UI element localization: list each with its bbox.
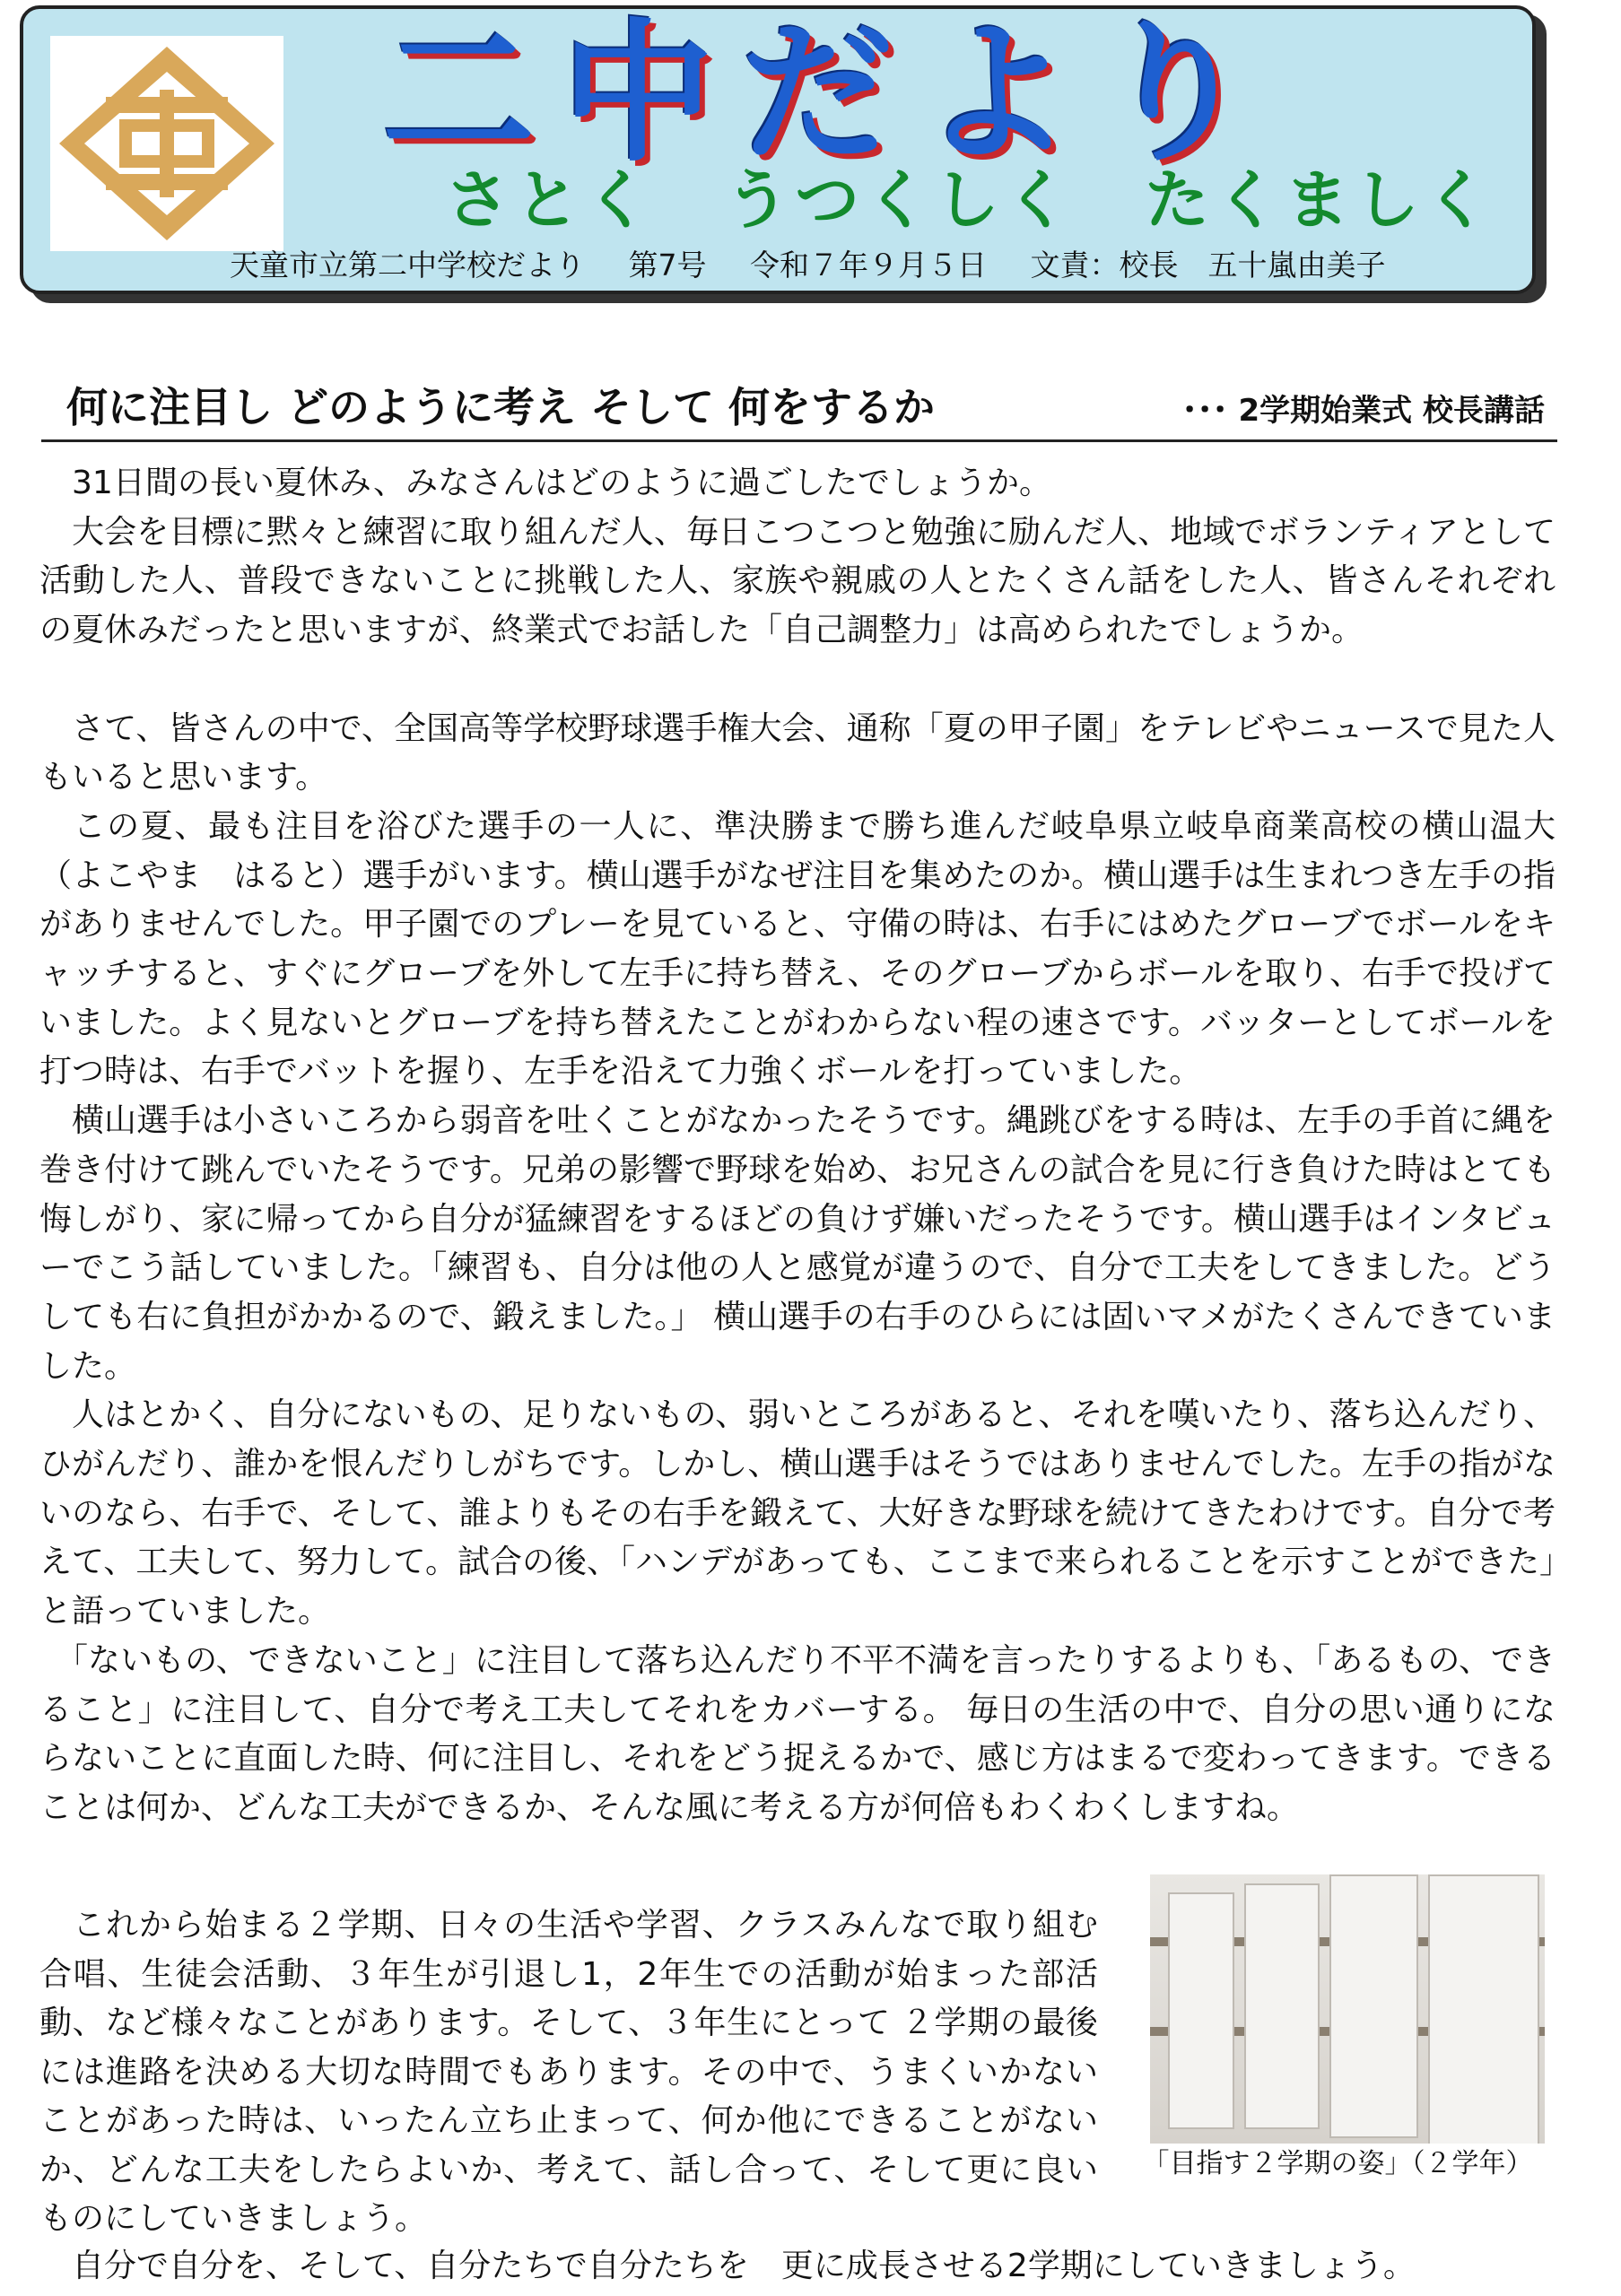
school-emblem-logo <box>50 36 283 251</box>
paragraph: 大会を目標に黙々と練習に取り組んだ人、毎日こつこつと勉強に励んだ人、地域でボランティアとして活動した人、普段できないことに挑戦した人、家族や親戚の人とたくさん話をした人、皆さんそれぞれの夏休みだったと思いますが、終業式でお話した「自己調整力」は高められたでしょうか。 <box>39 513 1556 649</box>
author: 文責：校長 五十嵐由美子 <box>1030 248 1386 283</box>
paragraph: これから始まる２学期、日々の生活や学習、クラスみんなで取り組む合唱、生徒会活動、３年生が引退し1，2年生での活動が始まった部活動、など様々なことがあります。そして、３年生にとって ２学期の最後には進路を決める大切な時間でもあります。その中で、うまくいかないことがあった時は、いったん立ち止まって、何か他にできることがないか、どんな工夫をしたらよいか、考えて、話し合って、そして更に良いものにしていきましょう。 <box>39 1907 1098 2237</box>
paragraph-gap <box>39 656 1556 705</box>
article-heading <box>41 375 1557 442</box>
classroom-wall-photo <box>1150 1874 1545 2144</box>
article-body-closing <box>39 1901 1098 2244</box>
photo-caption: 「目指す２学期の姿」（２学年） <box>1142 2148 1533 2179</box>
newsletter-header <box>20 5 1536 294</box>
article-body <box>39 459 1556 1833</box>
publication-name: 天童市立第二中学校だより <box>230 248 585 283</box>
paragraph: さて、皆さんの中で、全国高等学校野球選手権大会、通称「夏の甲子園」をテレビやニュースで見た人もいると思います。 <box>39 709 1556 796</box>
article-title: 何に注目し どのように考え そして 何をするか <box>66 383 936 431</box>
article-subtitle: ･･･ 2学期始業式 校長講話 <box>1181 393 1545 429</box>
paragraph: 横山選手は小さいころから弱音を吐くことがなかったそうです。縄跳びをする時は、左手の手首に縄を巻き付けて跳んでいたそうです。兄弟の影響で野球を始め、お兄さんの試合を見に行き負けた時はとても悔しがり、家に帰ってから自分が猛練習をするほどの負けず嫌いだったそうです。横山選手はインタビューでこう話していました。「練習も、自分は他の人と感覚が違うので、自分で工夫をしてきました。どうしても右に負担がかかるので、鍛えました。」 横山選手の右手のひらには固いマメがたくさんできていました。 <box>39 1102 1556 1385</box>
paragraph: この夏、最も注目を浴びた選手の一人に、準決勝まで勝ち進んだ岐阜県立岐阜商業高校の横山温大（よこやま はると）選手がいます。横山選手がなぜ注目を集めたのか。横山選手は生まれつき左手の指がありませんでした。甲子園でのプレーを見ていると、守備の時は、右手にはめたグローブでボールをキャッチすると、すぐにグローブを外して左手に持ち替え、そのグローブからボールを取り、右手で投げていました。よく見ないとグローブを持ち替えたことがわからない程の速さです。バッターとしてボールを打つ時は、右手でバットを握り、左手を沿えて力強くボールを打っていました。 <box>39 807 1556 1091</box>
issue-number: 第7号 <box>628 248 707 283</box>
paragraph: 31日間の長い夏休み、みなさんはどのように過ごしたでしょうか。 <box>72 465 1051 501</box>
issue-date: 令和７年９月５日 <box>750 248 987 283</box>
issue-info <box>230 244 1521 287</box>
paragraph: 「ないもの、できないこと」に注目して落ち込んだり不平不満を言ったりするよりも、「あるもの、できること」に注目して、自分で考え工夫してそれをカバーする。 毎日の生活の中で、自分の思い通りにならないことに直面した時、何に注目し、それをどう捉えるかで、感じ方はまるで変わってきます。できることは何か、どんな工夫ができるか、そんな風に考える方が何倍もわくわくしますね。 <box>39 1641 1556 1826</box>
closing-line: 自分で自分を、そして、自分たちで自分たちを 更に成長させる2学期にしていきましょう。 <box>72 2248 1416 2284</box>
newsletter-title: 二中だより <box>382 5 1280 183</box>
paragraph: 人はとかく、自分にないもの、足りないもの、弱いところがあると、それを嘆いたり、落ち込んだり、ひがんだり、誰かを恨んだりしがちです。しかし、横山選手はそうではありませんでした。左手の指がないのなら、右手で、そして、誰よりもその右手を鍛えて、大好きな野球を続けてきたわけです。自分で考えて、工夫して、努力して。試合の後、「ハンデがあっても、ここまで来られることを示すことができた」と語っていました。 <box>39 1396 1556 1631</box>
school-motto: さとく うつくしく たくましく <box>445 162 1495 238</box>
